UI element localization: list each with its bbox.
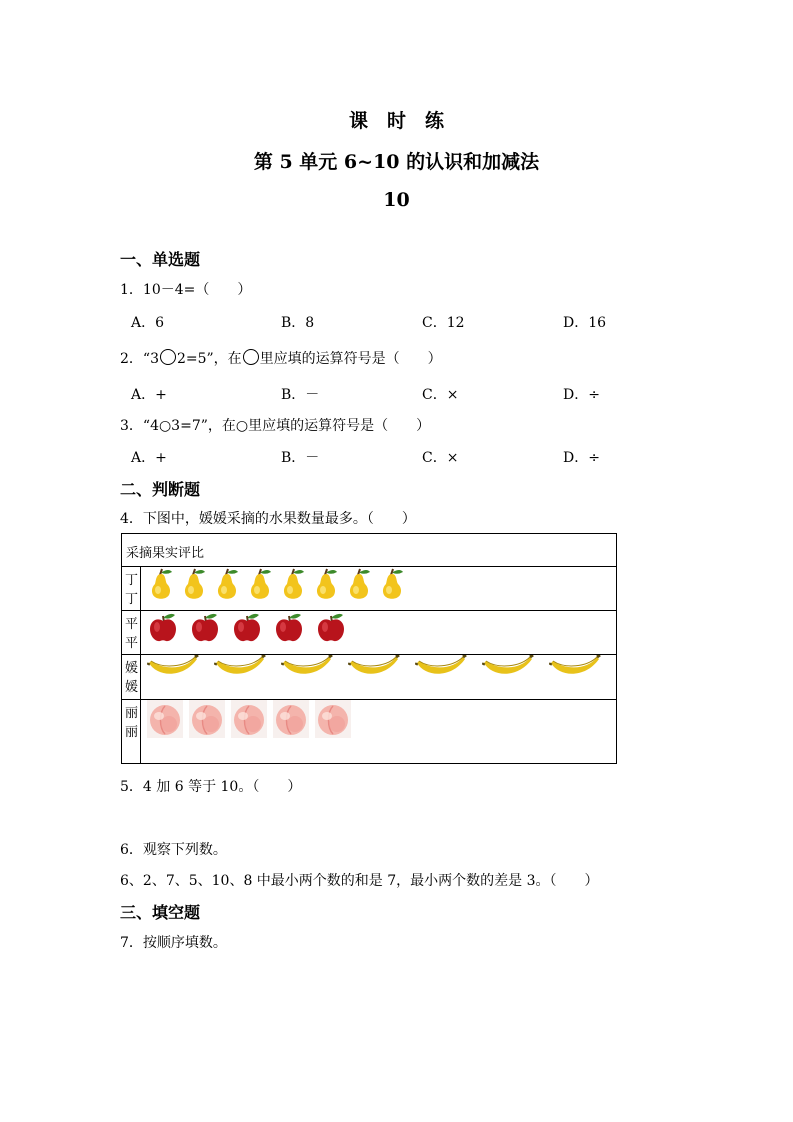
banana-icon — [549, 655, 601, 681]
pear-icon — [378, 567, 406, 601]
q2-text-c: 里应填的运算符号是（ ） — [259, 351, 442, 367]
row-name-dingding: 丁丁 — [122, 567, 141, 611]
peach-icon — [189, 700, 225, 738]
table-row — [122, 567, 617, 611]
banana-icon — [482, 655, 534, 681]
circle-icon — [243, 349, 259, 365]
q1-option-a[interactable]: A．6 — [131, 315, 165, 331]
banana-icon — [348, 655, 400, 681]
apple-icon — [147, 611, 179, 643]
peach-icon — [273, 700, 309, 738]
table-title: 采摘果实评比 — [122, 534, 617, 567]
question-6-numbers: 6、2、7、5、10、8 中最小两个数的和是 7，最小两个数的差是 3。（ ） — [120, 873, 599, 889]
peach-icon — [315, 700, 351, 738]
question-1: 1．10－4=（ ） — [120, 282, 252, 298]
banana-icon — [214, 655, 266, 681]
fruit-picking-table — [121, 533, 617, 764]
question-2 — [120, 348, 442, 368]
pear-icon — [279, 567, 307, 601]
row-name-yuanyuan: 媛媛 — [122, 655, 141, 700]
peach-icon — [231, 700, 267, 738]
pear-icon — [147, 567, 175, 601]
banana-icon — [281, 655, 333, 681]
circle-icon — [160, 349, 176, 365]
q3-option-d[interactable]: D．÷ — [563, 450, 600, 466]
q2-option-c[interactable]: C．× — [422, 387, 459, 403]
q2-option-b[interactable]: B．－ — [281, 387, 320, 403]
section-heading-single-choice: 一、单选题 — [120, 250, 201, 269]
pear-icon — [345, 567, 373, 601]
unit-title: 第 5 单元 6~10 的认识和加减法 — [253, 151, 540, 173]
q2-text-b: 2=5”，在 — [176, 351, 242, 367]
apple-icon — [273, 611, 305, 643]
section-heading-fill-blank: 三、填空题 — [120, 903, 201, 922]
q2-option-a[interactable]: A．+ — [131, 387, 167, 403]
q1-option-d[interactable]: D．16 — [563, 315, 607, 331]
page-title: 课 时 练 — [348, 110, 444, 132]
q1-option-b[interactable]: B．8 — [281, 315, 315, 331]
table-row — [122, 655, 617, 700]
section-heading-true-false: 二、判断题 — [120, 480, 201, 499]
q3-option-c[interactable]: C．× — [422, 450, 459, 466]
table-row — [122, 611, 617, 655]
question-4: 4．下图中，媛媛采摘的水果数量最多。（ ） — [120, 511, 416, 527]
row-name-pingping: 平平 — [122, 611, 141, 655]
pear-icon — [213, 567, 241, 601]
apple-icon — [189, 611, 221, 643]
banana-icon — [147, 655, 199, 681]
apple-icon — [315, 611, 347, 643]
q3-option-a[interactable]: A．+ — [131, 450, 167, 466]
q3-option-b[interactable]: B．－ — [281, 450, 320, 466]
fruit-cell-pears — [141, 567, 617, 611]
pear-icon — [312, 567, 340, 601]
row-name-lili: 丽丽 — [122, 700, 141, 764]
fruit-cell-apples — [141, 611, 617, 655]
fruit-cell-bananas — [141, 655, 617, 700]
peach-icon — [147, 700, 183, 738]
fruit-cell-peaches — [141, 700, 617, 764]
question-6: 6．观察下列数。 — [120, 842, 227, 858]
table-row — [122, 700, 617, 764]
q2-text-a: 2．“3 — [120, 351, 159, 367]
question-7: 7．按顺序填数。 — [120, 935, 227, 951]
pear-icon — [180, 567, 208, 601]
q2-option-d[interactable]: D．÷ — [563, 387, 600, 403]
question-5: 5．4 加 6 等于 10。（ ） — [120, 779, 302, 795]
pear-icon — [246, 567, 274, 601]
question-3: 3．“4○3=7”，在○里应填的运算符号是（ ） — [120, 418, 431, 434]
lesson-number: 10 — [383, 189, 410, 211]
apple-icon — [231, 611, 263, 643]
banana-icon — [415, 655, 467, 681]
q1-option-c[interactable]: C．12 — [422, 315, 465, 331]
